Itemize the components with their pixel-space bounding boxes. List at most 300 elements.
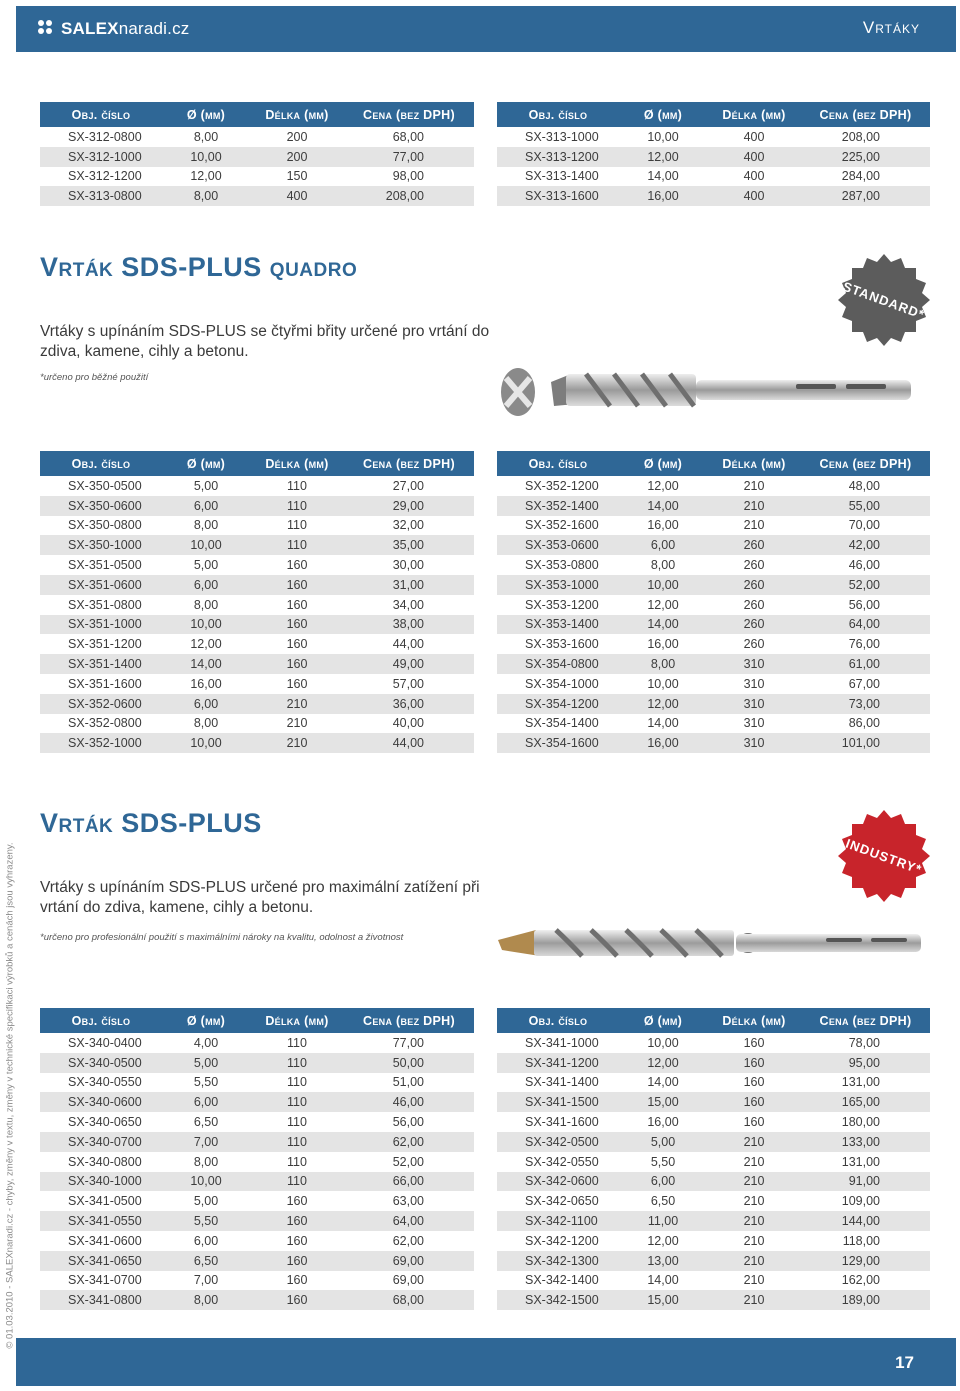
page-category-title: Vrtáky (862, 18, 920, 37)
section-note-quadro: *určeno pro běžné použití (40, 372, 149, 383)
table-row (40, 1092, 474, 1112)
cell-length: 210 (286, 716, 308, 731)
table-row (497, 1152, 930, 1172)
table-row (40, 1112, 474, 1132)
cell-length: 160 (286, 597, 308, 612)
cell-length: 110 (250, 1132, 344, 1152)
table-row (40, 694, 474, 714)
cell-length: 260 (707, 535, 801, 555)
table-row (40, 1271, 474, 1291)
table-row (40, 1033, 474, 1053)
cell-price: 44,00 (392, 637, 424, 652)
cell-diameter: 16,00 (647, 518, 679, 533)
section-title-quadro: Vrták SDS-PLUS quadro (40, 252, 358, 282)
cell-price: 189,00 (801, 1290, 930, 1310)
cell-diameter: 12,00 (619, 1053, 707, 1073)
cell-price: 66,00 (344, 1172, 474, 1192)
cell-length: 400 (743, 169, 765, 184)
col-header-code: Obj. číslo (497, 451, 619, 476)
cell-code: SX-351-0600 (40, 575, 162, 595)
cell-price: 49,00 (344, 654, 474, 674)
cell-diameter: 12,00 (190, 637, 222, 652)
cell-diameter: 14,00 (647, 1075, 679, 1090)
cell-length: 160 (250, 1211, 344, 1231)
cell-price: 62,00 (392, 1233, 424, 1248)
price-table-4 (497, 451, 930, 753)
cell-code: SX-341-0800 (40, 1290, 162, 1310)
cell-length: 210 (707, 1172, 801, 1192)
col-header-diameter: Ø (mm) (162, 451, 250, 476)
cell-code: SX-353-0800 (525, 558, 599, 573)
cell-code: SX-313-1600 (497, 186, 619, 206)
cell-diameter: 8,00 (193, 716, 219, 731)
cell-code: SX-350-0600 (40, 496, 162, 516)
cell-code: SX-353-0600 (497, 535, 619, 555)
table-row (497, 1271, 930, 1291)
cell-price: 225,00 (801, 147, 930, 167)
logo[interactable] (38, 18, 189, 40)
cell-code: SX-341-0700 (68, 1273, 142, 1288)
cell-diameter: 16,00 (619, 733, 707, 753)
cell-diameter: 6,50 (193, 1115, 219, 1130)
table-row (497, 1073, 930, 1093)
col-header-length: Délka (mm) (250, 102, 344, 127)
cell-price: 52,00 (801, 575, 930, 595)
cell-diameter: 6,00 (619, 535, 707, 555)
table-row (497, 555, 930, 575)
cell-code: SX-342-0500 (497, 1132, 619, 1152)
page-number: 17 (895, 1353, 914, 1372)
cell-diameter: 12,00 (647, 597, 679, 612)
cell-price: 133,00 (801, 1132, 930, 1152)
table-row (497, 1112, 930, 1132)
cell-price: 32,00 (392, 518, 424, 533)
cell-price: 61,00 (801, 654, 930, 674)
cell-price: 69,00 (392, 1273, 424, 1288)
col-header-price: Cena (bez DPH) (801, 451, 930, 476)
cell-code: SX-354-1400 (525, 716, 599, 731)
cell-length: 310 (743, 716, 765, 731)
cell-code: SX-340-0500 (40, 1053, 162, 1073)
cell-diameter: 10,00 (647, 129, 679, 144)
table-row (497, 1191, 930, 1211)
cell-length: 160 (250, 1251, 344, 1271)
cell-diameter: 8,00 (619, 654, 707, 674)
cell-diameter: 8,00 (193, 1154, 219, 1169)
section-note-sds-plus: *určeno pro profesionální použití s maximálními nároky na kvalitu, odolnost a životnost (40, 932, 404, 943)
price-table-6 (497, 1008, 930, 1310)
cell-price: 52,00 (392, 1154, 424, 1169)
cell-price: 73,00 (801, 694, 930, 714)
cell-price: 109,00 (841, 1194, 880, 1209)
section-description-quadro: Vrtáky s upínáním SDS-PLUS se čtyřmi břity určené pro vrtání do zdiva, kamene, cihly a betonu. (40, 323, 490, 360)
cell-length: 160 (250, 615, 344, 635)
cell-price: 30,00 (392, 558, 424, 573)
cell-diameter: 8,00 (193, 518, 219, 533)
cell-code: SX-341-0650 (40, 1251, 162, 1271)
table-row (40, 186, 474, 206)
cell-code: SX-341-1600 (525, 1115, 599, 1130)
cell-length: 210 (743, 1273, 765, 1288)
cell-code: SX-352-1400 (497, 496, 619, 516)
cell-diameter: 8,00 (193, 129, 219, 144)
table-row (40, 575, 474, 595)
cell-diameter: 10,00 (162, 733, 250, 753)
cell-price: 101,00 (801, 733, 930, 753)
cell-diameter: 13,00 (619, 1251, 707, 1271)
cell-length: 260 (707, 575, 801, 595)
cell-price: 284,00 (841, 169, 880, 184)
cell-length: 160 (286, 1233, 308, 1248)
col-header-diameter: Ø (mm) (162, 1008, 250, 1033)
cell-length: 260 (743, 558, 765, 573)
cell-price: 31,00 (344, 575, 474, 595)
table-row (497, 1231, 930, 1251)
cell-length: 310 (707, 654, 801, 674)
cell-code: SX-342-1200 (525, 1233, 599, 1248)
cell-length: 260 (743, 597, 765, 612)
table-row (40, 127, 474, 147)
col-header-diameter: Ø (mm) (619, 451, 707, 476)
cell-length: 210 (743, 1194, 765, 1209)
cell-code: SX-340-0700 (40, 1132, 162, 1152)
table-row (497, 186, 930, 206)
cell-code: SX-353-1000 (497, 575, 619, 595)
cell-length: 400 (743, 129, 765, 144)
cell-diameter: 10,00 (619, 575, 707, 595)
col-header-length: Délka (mm) (707, 102, 801, 127)
col-header-code: Obj. číslo (40, 102, 162, 127)
cell-diameter: 10,00 (647, 676, 679, 691)
cell-diameter: 10,00 (162, 147, 250, 167)
table-row (40, 1172, 474, 1192)
cell-code: SX-342-0600 (497, 1172, 619, 1192)
cell-code: SX-351-1400 (40, 654, 162, 674)
cell-length: 160 (743, 1115, 765, 1130)
cell-code: SX-342-1400 (525, 1273, 599, 1288)
cell-price: 95,00 (801, 1053, 930, 1073)
cell-code: SX-341-1400 (525, 1075, 599, 1090)
table-row (497, 1132, 930, 1152)
standard-badge (836, 252, 932, 348)
table-row (497, 1290, 930, 1310)
cell-code: SX-312-1000 (40, 147, 162, 167)
table-row (497, 476, 930, 496)
cell-length: 160 (250, 654, 344, 674)
cell-code: SX-342-0550 (525, 1154, 599, 1169)
cell-code: SX-342-1100 (497, 1211, 619, 1231)
col-header-length: Délka (mm) (707, 451, 801, 476)
cell-code: SX-313-1400 (525, 169, 599, 184)
cell-code: SX-341-0600 (68, 1233, 142, 1248)
cell-price: 76,00 (848, 637, 880, 652)
cell-diameter: 5,50 (162, 1211, 250, 1231)
cell-length: 150 (286, 169, 308, 184)
cell-diameter: 7,00 (162, 1132, 250, 1152)
col-header-code: Obj. číslo (40, 451, 162, 476)
cell-code: SX-340-0400 (68, 1035, 142, 1050)
cell-price: 40,00 (392, 716, 424, 731)
cell-code: SX-352-1600 (525, 518, 599, 533)
cell-diameter: 6,00 (619, 1172, 707, 1192)
col-header-code: Obj. číslo (497, 1008, 619, 1033)
cell-code: SX-342-1300 (497, 1251, 619, 1271)
cell-price: 48,00 (848, 478, 880, 493)
cell-price: 64,00 (344, 1211, 474, 1231)
table-row (497, 733, 930, 753)
cell-price: 180,00 (841, 1115, 880, 1130)
table-row (497, 654, 930, 674)
col-header-diameter: Ø (mm) (619, 1008, 707, 1033)
cell-price: 42,00 (801, 535, 930, 555)
cell-diameter: 5,00 (162, 1053, 250, 1073)
cell-length: 210 (743, 1233, 765, 1248)
cell-code: SX-342-1500 (497, 1290, 619, 1310)
drill-bit-icon (496, 360, 936, 420)
cell-diameter: 16,00 (619, 186, 707, 206)
cell-code: SX-350-1000 (40, 535, 162, 555)
table-row (40, 654, 474, 674)
table-row (40, 1211, 474, 1231)
col-header-length: Délka (mm) (250, 451, 344, 476)
cell-code: SX-353-1400 (497, 615, 619, 635)
cell-diameter: 14,00 (619, 615, 707, 635)
cell-code: SX-340-0800 (68, 1154, 142, 1169)
cell-code: SX-340-0600 (40, 1092, 162, 1112)
cell-length: 110 (287, 1154, 307, 1169)
cell-price: 77,00 (344, 147, 474, 167)
cell-length: 260 (743, 637, 765, 652)
cell-price: 34,00 (392, 597, 424, 612)
cell-diameter: 14,00 (647, 716, 679, 731)
cell-length: 210 (743, 1154, 765, 1169)
cell-length: 160 (286, 1194, 308, 1209)
cell-diameter: 14,00 (647, 1273, 679, 1288)
cell-length: 110 (250, 496, 344, 516)
table-row (497, 694, 930, 714)
cell-price: 98,00 (392, 169, 424, 184)
cell-length: 110 (287, 1035, 307, 1050)
cell-code: SX-353-1200 (525, 597, 599, 612)
cell-length: 310 (743, 676, 765, 691)
cell-price: 68,00 (344, 1290, 474, 1310)
cell-code: SX-353-1600 (525, 637, 599, 652)
table-row (497, 1033, 930, 1053)
sds-plus-drill-image (496, 918, 936, 968)
cell-diameter: 5,00 (193, 1194, 219, 1209)
table-row (497, 167, 930, 187)
cell-diameter: 12,00 (647, 1233, 679, 1248)
table-row (40, 555, 474, 575)
table-row (497, 1053, 930, 1073)
col-header-price: Cena (bez DPH) (344, 451, 474, 476)
cell-diameter: 10,00 (162, 1172, 250, 1192)
cell-code: SX-351-1200 (68, 637, 142, 652)
table-row (40, 634, 474, 654)
cell-code: SX-351-0800 (68, 597, 142, 612)
cell-price: 208,00 (841, 129, 880, 144)
table-row (40, 1053, 474, 1073)
table-row (497, 1251, 930, 1271)
badge-label: INDUSTRY* (843, 835, 925, 877)
cell-length: 400 (707, 147, 801, 167)
table-row (40, 615, 474, 635)
cell-price: 46,00 (344, 1092, 474, 1112)
cell-length: 110 (287, 518, 307, 533)
cell-diameter: 12,00 (619, 147, 707, 167)
cell-code: SX-313-1200 (497, 147, 619, 167)
table-row (497, 615, 930, 635)
cell-code: SX-352-0800 (68, 716, 142, 731)
cell-length: 210 (707, 1211, 801, 1231)
cell-diameter: 14,00 (647, 169, 679, 184)
table-row (40, 496, 474, 516)
cell-diameter: 5,50 (193, 1075, 219, 1090)
cell-price: 27,00 (392, 478, 424, 493)
cell-diameter: 10,00 (162, 535, 250, 555)
cell-length: 160 (707, 1053, 801, 1073)
cell-price: 51,00 (392, 1075, 424, 1090)
cell-length: 110 (250, 1053, 344, 1073)
cell-length: 260 (707, 615, 801, 635)
cell-price: 70,00 (848, 518, 880, 533)
cell-length: 210 (707, 496, 801, 516)
cell-price: 46,00 (848, 558, 880, 573)
cell-length: 160 (743, 1035, 765, 1050)
cell-price: 78,00 (848, 1035, 880, 1050)
cell-length: 110 (250, 1092, 344, 1112)
cell-length: 160 (286, 637, 308, 652)
price-table-1 (40, 102, 474, 206)
cell-code: SX-340-0650 (68, 1115, 142, 1130)
cell-price: 129,00 (801, 1251, 930, 1271)
cell-code: SX-354-1200 (497, 694, 619, 714)
cell-diameter: 15,00 (619, 1290, 707, 1310)
cell-price: 55,00 (801, 496, 930, 516)
cell-price: 56,00 (848, 597, 880, 612)
cell-code: SX-340-1000 (40, 1172, 162, 1192)
table-row (497, 634, 930, 654)
cell-diameter: 12,00 (647, 478, 679, 493)
cell-diameter: 6,50 (162, 1251, 250, 1271)
cell-price: 62,00 (344, 1132, 474, 1152)
cell-price: 29,00 (344, 496, 474, 516)
col-header-price: Cena (bez DPH) (344, 102, 474, 127)
cell-length: 210 (707, 1251, 801, 1271)
cell-code: SX-351-0500 (68, 558, 142, 573)
cell-length: 210 (743, 518, 765, 533)
table-row (40, 714, 474, 734)
cell-code: SX-350-0800 (68, 518, 142, 533)
copyright-side-note: © 01.03.2010 - SALEXnaradi.cz - chyby, změny v textu, změny v technické specifikaci výrobků a cenách jsou vyhrazeny. (4, 842, 16, 1349)
cell-length: 200 (286, 129, 308, 144)
cell-diameter: 8,00 (193, 597, 219, 612)
table-row (497, 674, 930, 694)
logo-text: SALEXnaradi.cz (61, 19, 190, 38)
cell-length: 110 (250, 535, 344, 555)
cell-price: 131,00 (841, 1154, 880, 1169)
cell-length: 160 (250, 1290, 344, 1310)
cell-diameter: 6,50 (650, 1194, 676, 1209)
cell-code: SX-340-0550 (68, 1075, 142, 1090)
price-table-3 (40, 451, 474, 753)
table-row (497, 147, 930, 167)
cell-price: 44,00 (344, 733, 474, 753)
cell-diameter: 12,00 (190, 169, 222, 184)
cell-code: SX-354-1000 (525, 676, 599, 691)
cell-diameter: 8,00 (650, 558, 676, 573)
col-header-price: Cena (bez DPH) (344, 1008, 474, 1033)
industry-badge (836, 808, 932, 904)
cell-code: SX-341-1500 (497, 1092, 619, 1112)
cell-diameter: 14,00 (619, 496, 707, 516)
cell-diameter: 4,00 (193, 1035, 219, 1050)
table-row (497, 535, 930, 555)
cell-code: SX-312-1200 (68, 169, 142, 184)
cell-length: 210 (743, 478, 765, 493)
cell-price: 56,00 (392, 1115, 424, 1130)
table-row (40, 1251, 474, 1271)
cell-price: 144,00 (801, 1211, 930, 1231)
cell-price: 38,00 (344, 615, 474, 635)
table-row (497, 516, 930, 536)
cell-length: 160 (707, 1092, 801, 1112)
table-row (40, 1191, 474, 1211)
col-header-diameter: Ø (mm) (162, 102, 250, 127)
cell-diameter: 5,00 (193, 478, 219, 493)
cell-length: 310 (707, 694, 801, 714)
cell-length: 160 (286, 676, 308, 691)
col-header-code: Obj. číslo (497, 102, 619, 127)
cell-diameter: 6,00 (162, 1092, 250, 1112)
cell-length: 310 (707, 733, 801, 753)
cell-diameter: 7,00 (193, 1273, 219, 1288)
cell-length: 110 (250, 1172, 344, 1192)
table-row (40, 595, 474, 615)
table-row (497, 496, 930, 516)
cell-diameter: 11,00 (619, 1211, 707, 1231)
cell-code: SX-312-0800 (68, 129, 142, 144)
cell-length: 210 (250, 733, 344, 753)
cell-length: 210 (250, 694, 344, 714)
drill-bit-icon (496, 918, 936, 968)
cell-price: 68,00 (392, 129, 424, 144)
cell-diameter: 16,00 (647, 637, 679, 652)
cell-diameter: 14,00 (162, 654, 250, 674)
section-description-sds-plus: Vrtáky s upínáním SDS-PLUS určené pro maximální zatížení při vrtání do zdiva, kamene, cihly a betonu. (40, 879, 480, 916)
cell-length: 110 (287, 478, 307, 493)
price-table-2 (497, 102, 930, 206)
cell-code: SX-341-0550 (40, 1211, 162, 1231)
cell-diameter: 8,00 (162, 1290, 250, 1310)
cell-price: 77,00 (392, 1035, 424, 1050)
badge-label: STANDARD* (840, 278, 927, 322)
cell-length: 400 (707, 186, 801, 206)
footer-bar (16, 1338, 956, 1386)
cell-diameter: 12,00 (619, 694, 707, 714)
col-header-length: Délka (mm) (250, 1008, 344, 1033)
cell-diameter: 5,00 (619, 1132, 707, 1152)
cell-price: 91,00 (801, 1172, 930, 1192)
cell-price: 69,00 (344, 1251, 474, 1271)
cell-code: SX-313-1000 (525, 129, 599, 144)
cell-diameter: 5,00 (193, 558, 219, 573)
table-row (40, 1152, 474, 1172)
table-row (497, 595, 930, 615)
cell-code: SX-341-0500 (68, 1194, 142, 1209)
cell-length: 110 (287, 1075, 307, 1090)
cell-code: SX-342-0650 (525, 1194, 599, 1209)
